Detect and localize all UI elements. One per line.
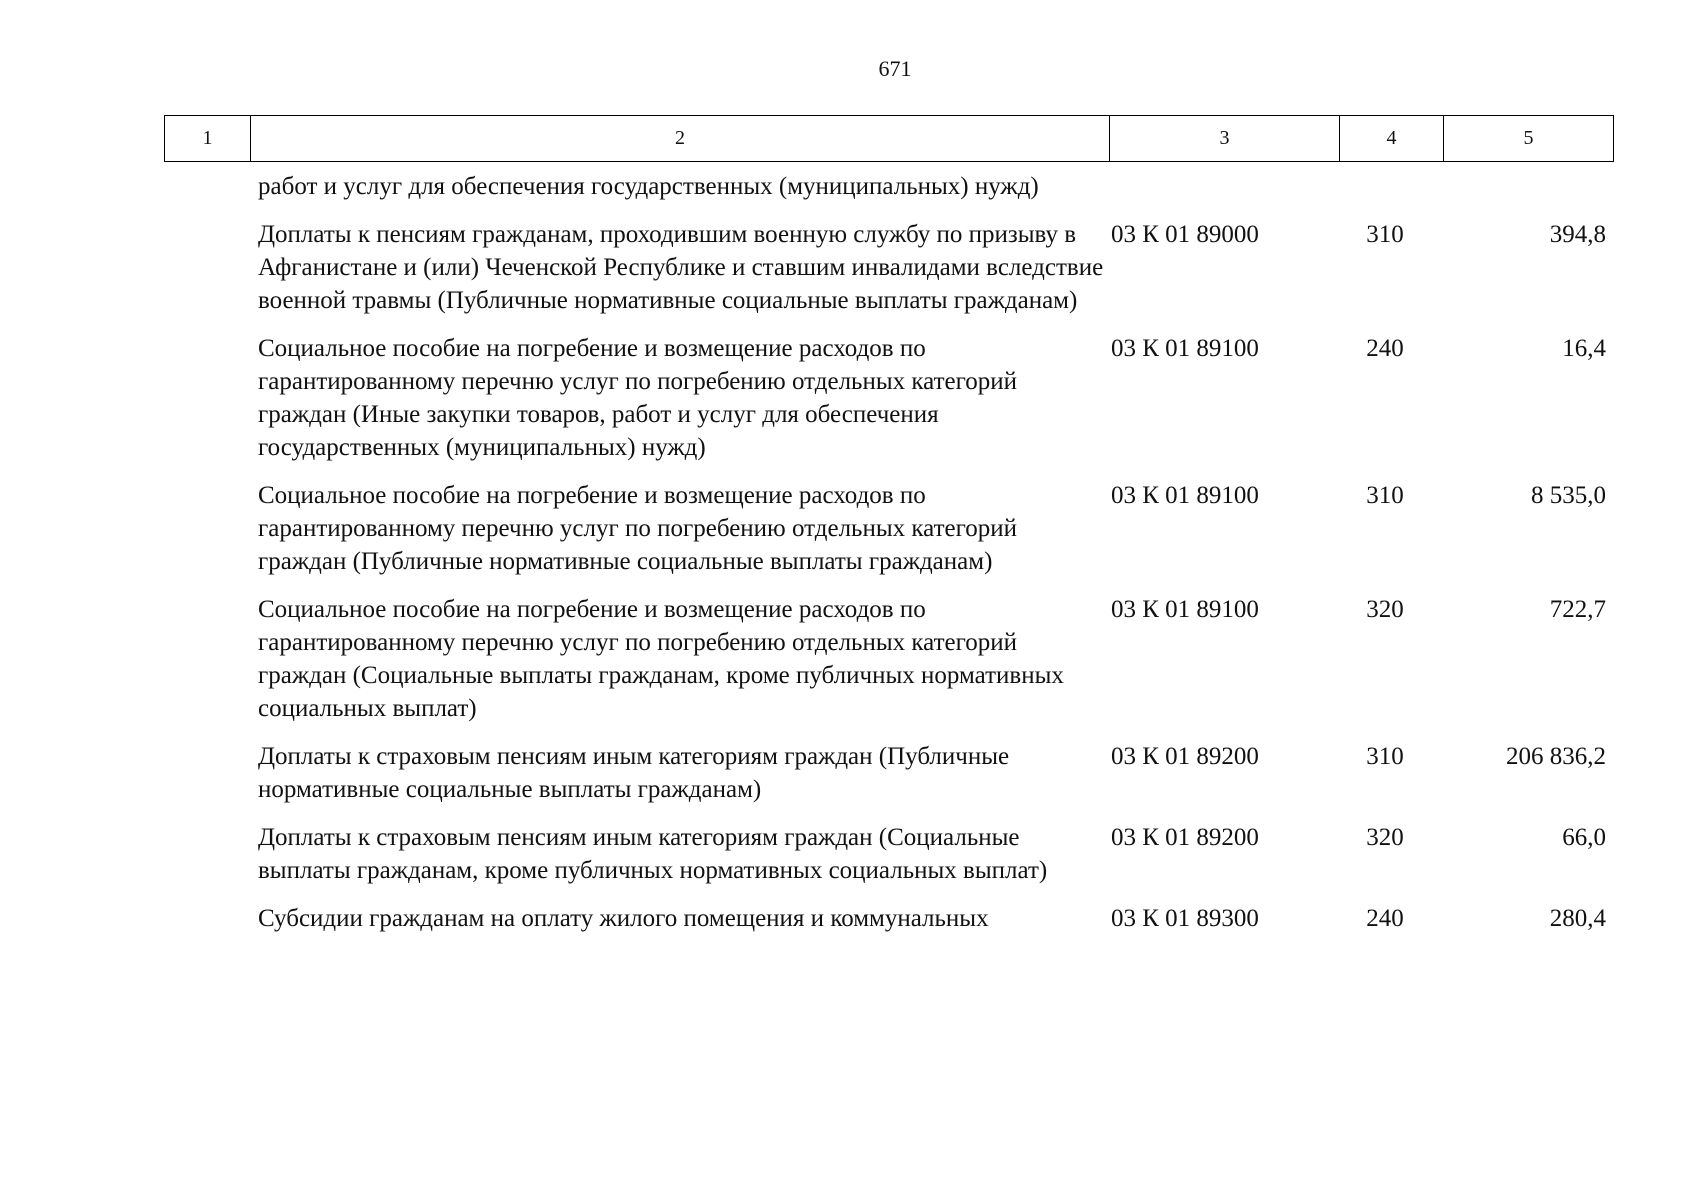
table-row — [164, 740, 1614, 806]
page-number: 671 — [878, 56, 912, 81]
table-body — [164, 170, 1614, 950]
row-code: 03 К 01 89300 — [1111, 905, 1259, 932]
table-row — [164, 170, 1614, 203]
row-code: 03 К 01 89200 — [1111, 824, 1259, 851]
row-type: 320 — [1366, 596, 1404, 623]
header-col-1: 1 — [165, 116, 251, 161]
row-type: 240 — [1366, 905, 1404, 932]
row-amount — [1443, 170, 1614, 203]
row-number-cell — [164, 740, 258, 806]
table-header — [164, 115, 1614, 162]
row-number-cell — [164, 902, 258, 935]
row-description: работ и услуг для обеспечения государственных (муниципальных) нужд) — [258, 173, 1039, 200]
table-row — [164, 902, 1614, 935]
table-row — [164, 593, 1614, 725]
row-type: 240 — [1366, 335, 1404, 362]
header-col-5: 5 — [1523, 127, 1534, 149]
table-row — [164, 332, 1614, 464]
row-code: 03 К 01 89100 — [1111, 596, 1259, 623]
row-description: Социальное пособие на погребение и возмещение расходов по гарантированному перечню услуг по погребению отдельных категорий граждан (Социальные выплаты гражданам, кроме публичных нормативных социальных выплат) — [258, 596, 1064, 722]
row-description: Социальное пособие на погребение и возмещение расходов по гарантированному перечню услуг по погребению отдельных категорий граждан (Иные закупки товаров, работ и услуг для обеспечения государственных (муниципальных) нужд) — [258, 335, 1017, 461]
row-description: Доплаты к пенсиям гражданам, проходившим военную службу по призыву в Афганистане и (или) Чеченской Республике и ставшим инвалидами вследствие военной травмы (Публичные нормативные социальные выплаты гражданам) — [258, 221, 1104, 314]
row-number-cell — [164, 593, 258, 725]
row-number-cell — [164, 821, 258, 887]
row-code — [1109, 170, 1339, 203]
header-col-2: 2 — [251, 116, 1110, 161]
row-type: 320 — [1366, 824, 1404, 851]
table-row — [164, 218, 1614, 317]
row-number-cell — [164, 479, 258, 578]
row-amount: 394,8 — [1549, 221, 1606, 248]
row-amount: 280,4 — [1549, 905, 1606, 932]
row-amount: 16,4 — [1562, 335, 1606, 362]
row-code: 03 К 01 89100 — [1111, 482, 1259, 509]
header-col-3: 3 — [1110, 116, 1340, 161]
row-amount: 722,7 — [1549, 596, 1606, 623]
row-description: Доплаты к страховым пенсиям иным категориям граждан (Социальные выплаты гражданам, кроме публичных нормативных социальных выплат) — [258, 824, 1048, 884]
row-description: Доплаты к страховым пенсиям иным категориям граждан (Публичные нормативные социальные выплаты гражданам) — [258, 743, 1010, 803]
row-amount: 8 535,0 — [1531, 482, 1606, 509]
row-description: Социальное пособие на погребение и возмещение расходов по гарантированному перечню услуг по погребению отдельных категорий граждан (Публичные нормативные социальные выплаты гражданам) — [258, 482, 1017, 575]
row-type: 310 — [1366, 743, 1404, 770]
row-code: 03 К 01 89100 — [1111, 335, 1259, 362]
header-col-4: 4 — [1340, 116, 1444, 161]
row-number-cell — [164, 218, 258, 317]
row-type: 310 — [1366, 221, 1404, 248]
row-type: 310 — [1366, 482, 1404, 509]
row-description: Субсидии гражданам на оплату жилого помещения и коммунальных — [258, 905, 989, 932]
table-row — [164, 479, 1614, 578]
row-amount: 66,0 — [1562, 824, 1606, 851]
row-amount: 206 836,2 — [1506, 743, 1606, 770]
row-type — [1339, 170, 1443, 203]
row-number-cell — [164, 170, 258, 203]
row-code: 03 К 01 89200 — [1111, 743, 1259, 770]
row-code: 03 К 01 89000 — [1111, 221, 1259, 248]
table-row — [164, 821, 1614, 887]
row-number-cell — [164, 332, 258, 464]
